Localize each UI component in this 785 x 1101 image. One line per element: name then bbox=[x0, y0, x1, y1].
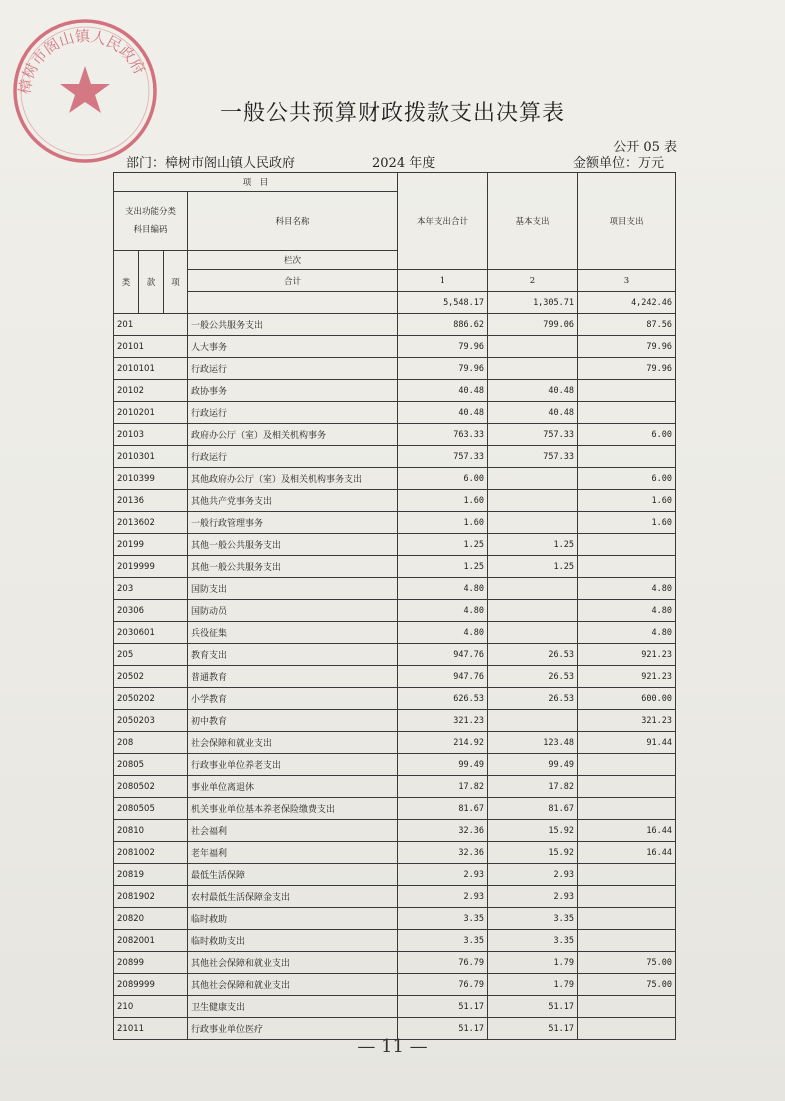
row-basic: 26.53 bbox=[488, 666, 578, 688]
header-n3: 3 bbox=[578, 270, 676, 292]
row-project: 79.96 bbox=[578, 358, 676, 380]
header-item: 项 目 bbox=[114, 173, 398, 192]
row-code: 2081902 bbox=[114, 886, 188, 908]
row-name: 初中教育 bbox=[188, 710, 398, 732]
row-basic: 26.53 bbox=[488, 644, 578, 666]
row-total: 51.17 bbox=[398, 1018, 488, 1040]
table-row bbox=[114, 380, 676, 402]
row-basic: 40.48 bbox=[488, 402, 578, 424]
row-project: 6.00 bbox=[578, 424, 676, 446]
row-basic bbox=[488, 622, 578, 644]
row-total: 99.49 bbox=[398, 754, 488, 776]
row-name: 政协事务 bbox=[188, 380, 398, 402]
table-row bbox=[114, 336, 676, 358]
row-basic: 2.93 bbox=[488, 864, 578, 886]
row-basic: 123.48 bbox=[488, 732, 578, 754]
row-name: 社会保障和就业支出 bbox=[188, 732, 398, 754]
row-name: 其他政府办公厅（室）及相关机构事务支出 bbox=[188, 468, 398, 490]
row-basic: 2.93 bbox=[488, 886, 578, 908]
row-basic: 40.48 bbox=[488, 380, 578, 402]
row-name: 行政事业单位养老支出 bbox=[188, 754, 398, 776]
row-project bbox=[578, 754, 676, 776]
row-total: 17.82 bbox=[398, 776, 488, 798]
row-total: 76.79 bbox=[398, 974, 488, 996]
row-code: 20819 bbox=[114, 864, 188, 886]
row-basic: 17.82 bbox=[488, 776, 578, 798]
row-total: 1.60 bbox=[398, 490, 488, 512]
row-name: 农村最低生活保障金支出 bbox=[188, 886, 398, 908]
row-total: 947.76 bbox=[398, 644, 488, 666]
row-project: 79.96 bbox=[578, 336, 676, 358]
row-basic: 1.79 bbox=[488, 974, 578, 996]
row-total: 2.93 bbox=[398, 864, 488, 886]
department-label: 部门：樟树市阁山镇人民政府 bbox=[126, 156, 296, 171]
row-name: 行政运行 bbox=[188, 358, 398, 380]
row-code: 2050203 bbox=[114, 710, 188, 732]
row-code: 2089999 bbox=[114, 974, 188, 996]
table-row bbox=[114, 908, 676, 930]
header-name-label: 科目名称 bbox=[188, 192, 398, 251]
row-basic bbox=[488, 578, 578, 600]
header-col-project: 项目支出 bbox=[578, 173, 676, 270]
table-row bbox=[114, 578, 676, 600]
row-name: 其他社会保障和就业支出 bbox=[188, 974, 398, 996]
row-name: 小学教育 bbox=[188, 688, 398, 710]
table-row bbox=[114, 402, 676, 424]
table-row bbox=[114, 754, 676, 776]
row-total: 3.35 bbox=[398, 908, 488, 930]
row-name: 行政事业单位医疗 bbox=[188, 1018, 398, 1040]
row-total: 32.36 bbox=[398, 842, 488, 864]
header-row-item bbox=[114, 173, 676, 192]
row-project bbox=[578, 556, 676, 578]
row-basic bbox=[488, 490, 578, 512]
header-n1: 1 bbox=[398, 270, 488, 292]
row-basic: 51.17 bbox=[488, 996, 578, 1018]
row-total: 1.25 bbox=[398, 534, 488, 556]
row-total: 757.33 bbox=[398, 446, 488, 468]
row-project: 1.60 bbox=[578, 512, 676, 534]
row-basic: 1.25 bbox=[488, 534, 578, 556]
table-row bbox=[114, 930, 676, 952]
row-name: 其他一般公共服务支出 bbox=[188, 534, 398, 556]
row-total: 4.80 bbox=[398, 600, 488, 622]
row-project: 6.00 bbox=[578, 468, 676, 490]
row-project: 921.23 bbox=[578, 666, 676, 688]
row-basic bbox=[488, 336, 578, 358]
row-code: 203 bbox=[114, 578, 188, 600]
row-name: 政府办公厅（室）及相关机构事务 bbox=[188, 424, 398, 446]
row-code: 2013602 bbox=[114, 512, 188, 534]
table-row bbox=[114, 490, 676, 512]
document-title: 一般公共预算财政拨款支出决算表 bbox=[219, 101, 565, 126]
table-row bbox=[114, 798, 676, 820]
row-total: 4.80 bbox=[398, 622, 488, 644]
table-row bbox=[114, 424, 676, 446]
table-row bbox=[114, 644, 676, 666]
row-code: 21011 bbox=[114, 1018, 188, 1040]
row-basic bbox=[488, 358, 578, 380]
row-code: 20306 bbox=[114, 600, 188, 622]
fiscal-year: 2024 年度 bbox=[372, 156, 436, 171]
row-basic bbox=[488, 710, 578, 732]
amount-unit: 金额单位：万元 bbox=[572, 156, 664, 171]
row-code: 20103 bbox=[114, 424, 188, 446]
row-name: 其他社会保障和就业支出 bbox=[188, 952, 398, 974]
table-row bbox=[114, 864, 676, 886]
table-row bbox=[114, 974, 676, 996]
expenditure-table bbox=[113, 172, 676, 1040]
row-name: 临时救助支出 bbox=[188, 930, 398, 952]
row-code: 20502 bbox=[114, 666, 188, 688]
table-row bbox=[114, 512, 676, 534]
header-lei: 类 bbox=[114, 251, 139, 314]
table-row bbox=[114, 314, 676, 336]
row-code: 2080505 bbox=[114, 798, 188, 820]
row-basic: 26.53 bbox=[488, 688, 578, 710]
table-row bbox=[114, 996, 676, 1018]
row-total: 3.35 bbox=[398, 930, 488, 952]
row-project bbox=[578, 864, 676, 886]
row-total: 626.53 bbox=[398, 688, 488, 710]
row-project bbox=[578, 996, 676, 1018]
row-code: 2081002 bbox=[114, 842, 188, 864]
row-total: 81.67 bbox=[398, 798, 488, 820]
row-project: 921.23 bbox=[578, 644, 676, 666]
row-name: 一般公共服务支出 bbox=[188, 314, 398, 336]
header-row-colnums bbox=[114, 270, 676, 292]
total-all: 5,548.17 bbox=[398, 292, 488, 314]
total-row-label bbox=[188, 292, 398, 314]
row-code: 208 bbox=[114, 732, 188, 754]
header-code-label-2: 科目编码 bbox=[133, 225, 168, 235]
table-row bbox=[114, 534, 676, 556]
row-project: 321.23 bbox=[578, 710, 676, 732]
row-total: 1.25 bbox=[398, 556, 488, 578]
row-total: 76.79 bbox=[398, 952, 488, 974]
row-project bbox=[578, 402, 676, 424]
row-project: 91.44 bbox=[578, 732, 676, 754]
row-code: 2010301 bbox=[114, 446, 188, 468]
row-project: 4.80 bbox=[578, 600, 676, 622]
row-total: 4.80 bbox=[398, 578, 488, 600]
row-code: 201 bbox=[114, 314, 188, 336]
row-code: 2010101 bbox=[114, 358, 188, 380]
row-code: 2019999 bbox=[114, 556, 188, 578]
row-project bbox=[578, 886, 676, 908]
table-row bbox=[114, 842, 676, 864]
row-total: 886.62 bbox=[398, 314, 488, 336]
row-total: 1.60 bbox=[398, 512, 488, 534]
row-project bbox=[578, 776, 676, 798]
row-project: 16.44 bbox=[578, 842, 676, 864]
total-row bbox=[114, 292, 676, 314]
row-name: 老年福利 bbox=[188, 842, 398, 864]
row-total: 32.36 bbox=[398, 820, 488, 842]
table-row bbox=[114, 468, 676, 490]
row-basic bbox=[488, 512, 578, 534]
row-total: 40.48 bbox=[398, 380, 488, 402]
table-number: 公开 05 表 bbox=[613, 140, 677, 155]
row-basic: 81.67 bbox=[488, 798, 578, 820]
row-project bbox=[578, 446, 676, 468]
header-lanci: 栏次 bbox=[188, 251, 398, 270]
row-code: 2030601 bbox=[114, 622, 188, 644]
row-code: 20820 bbox=[114, 908, 188, 930]
row-name: 社会福利 bbox=[188, 820, 398, 842]
row-project: 1.60 bbox=[578, 490, 676, 512]
row-name: 其他一般公共服务支出 bbox=[188, 556, 398, 578]
header-kuan: 款 bbox=[139, 251, 164, 314]
row-project bbox=[578, 930, 676, 952]
row-project: 600.00 bbox=[578, 688, 676, 710]
row-name: 行政运行 bbox=[188, 446, 398, 468]
row-basic: 757.33 bbox=[488, 446, 578, 468]
row-name: 国防支出 bbox=[188, 578, 398, 600]
row-name: 国防动员 bbox=[188, 600, 398, 622]
row-code: 210 bbox=[114, 996, 188, 1018]
row-code: 2050202 bbox=[114, 688, 188, 710]
row-name: 临时救助 bbox=[188, 908, 398, 930]
row-project: 75.00 bbox=[578, 974, 676, 996]
row-total: 321.23 bbox=[398, 710, 488, 732]
row-basic: 99.49 bbox=[488, 754, 578, 776]
row-code: 20199 bbox=[114, 534, 188, 556]
row-name: 普通教育 bbox=[188, 666, 398, 688]
row-name: 一般行政管理事务 bbox=[188, 512, 398, 534]
row-name: 人大事务 bbox=[188, 336, 398, 358]
header-xiang: 项 bbox=[164, 251, 188, 314]
table-row bbox=[114, 622, 676, 644]
table-row bbox=[114, 358, 676, 380]
row-name: 事业单位离退休 bbox=[188, 776, 398, 798]
row-total: 214.92 bbox=[398, 732, 488, 754]
table-row bbox=[114, 886, 676, 908]
row-project: 4.80 bbox=[578, 578, 676, 600]
row-code: 20810 bbox=[114, 820, 188, 842]
row-name: 行政运行 bbox=[188, 402, 398, 424]
table-row bbox=[114, 666, 676, 688]
row-project bbox=[578, 534, 676, 556]
row-total: 6.00 bbox=[398, 468, 488, 490]
page-number: — 11 — bbox=[357, 1036, 428, 1057]
header-code-label-1: 支出功能分类 bbox=[124, 207, 176, 217]
row-basic bbox=[488, 600, 578, 622]
row-code: 2080502 bbox=[114, 776, 188, 798]
row-code: 20102 bbox=[114, 380, 188, 402]
row-total: 79.96 bbox=[398, 358, 488, 380]
svg-text:樟树市阁山镇人民政府: 樟树市阁山镇人民政府 bbox=[15, 27, 149, 96]
row-total: 79.96 bbox=[398, 336, 488, 358]
row-code: 2082001 bbox=[114, 930, 188, 952]
row-basic: 1.79 bbox=[488, 952, 578, 974]
row-basic: 3.35 bbox=[488, 908, 578, 930]
table-row bbox=[114, 710, 676, 732]
row-total: 2.93 bbox=[398, 886, 488, 908]
row-project bbox=[578, 908, 676, 930]
official-seal-stamp bbox=[10, 16, 160, 166]
row-basic: 15.92 bbox=[488, 820, 578, 842]
row-basic: 1.25 bbox=[488, 556, 578, 578]
row-code: 2010399 bbox=[114, 468, 188, 490]
row-name: 卫生健康支出 bbox=[188, 996, 398, 1018]
header-heji: 合计 bbox=[188, 270, 398, 292]
row-name: 兵役征集 bbox=[188, 622, 398, 644]
row-code: 205 bbox=[114, 644, 188, 666]
row-project bbox=[578, 380, 676, 402]
row-code: 20136 bbox=[114, 490, 188, 512]
table-row bbox=[114, 446, 676, 468]
row-project: 16.44 bbox=[578, 820, 676, 842]
row-name: 机关事业单位基本养老保险缴费支出 bbox=[188, 798, 398, 820]
table-row bbox=[114, 732, 676, 754]
header-col-total: 本年支出合计 bbox=[398, 173, 488, 270]
table-row bbox=[114, 688, 676, 710]
header-n2: 2 bbox=[488, 270, 578, 292]
row-name: 最低生活保障 bbox=[188, 864, 398, 886]
row-total: 947.76 bbox=[398, 666, 488, 688]
table-row bbox=[114, 820, 676, 842]
row-code: 2010201 bbox=[114, 402, 188, 424]
row-basic: 15.92 bbox=[488, 842, 578, 864]
row-project bbox=[578, 798, 676, 820]
row-code: 20899 bbox=[114, 952, 188, 974]
table-row bbox=[114, 600, 676, 622]
row-project: 75.00 bbox=[578, 952, 676, 974]
total-basic: 1,305.71 bbox=[488, 292, 578, 314]
row-project: 87.56 bbox=[578, 314, 676, 336]
row-name: 其他共产党事务支出 bbox=[188, 490, 398, 512]
row-code: 20101 bbox=[114, 336, 188, 358]
row-total: 40.48 bbox=[398, 402, 488, 424]
header-col-basic: 基本支出 bbox=[488, 173, 578, 270]
header-code-label bbox=[114, 192, 188, 251]
table-row bbox=[114, 776, 676, 798]
total-project: 4,242.46 bbox=[578, 292, 676, 314]
row-basic: 799.06 bbox=[488, 314, 578, 336]
table-row bbox=[114, 556, 676, 578]
row-total: 51.17 bbox=[398, 996, 488, 1018]
row-basic: 3.35 bbox=[488, 930, 578, 952]
row-basic bbox=[488, 468, 578, 490]
row-basic: 51.17 bbox=[488, 1018, 578, 1040]
row-project: 4.80 bbox=[578, 622, 676, 644]
row-name: 教育支出 bbox=[188, 644, 398, 666]
row-code: 20805 bbox=[114, 754, 188, 776]
row-basic: 757.33 bbox=[488, 424, 578, 446]
row-total: 763.33 bbox=[398, 424, 488, 446]
table-row bbox=[114, 952, 676, 974]
